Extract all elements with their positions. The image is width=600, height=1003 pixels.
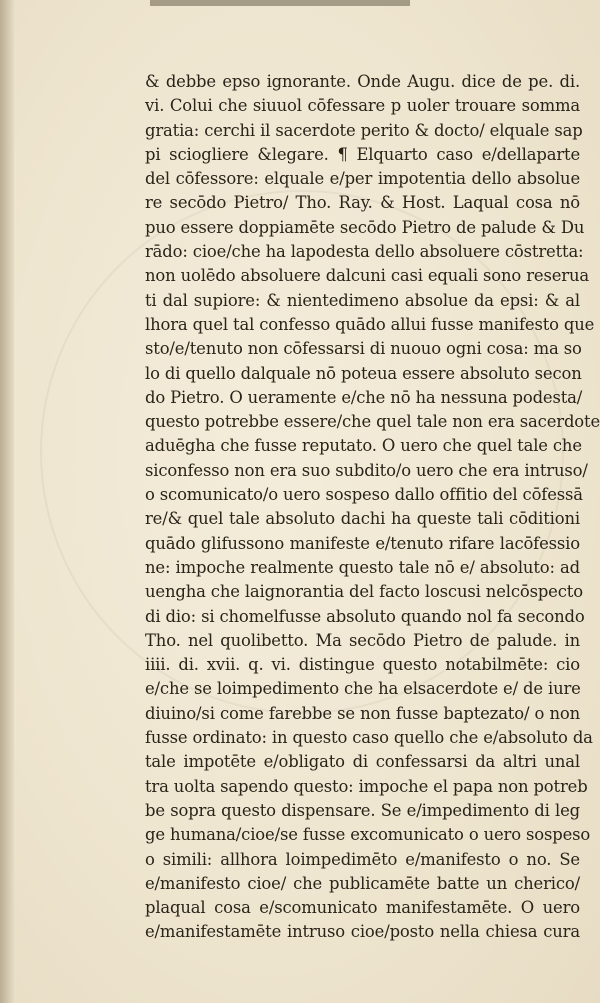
text-line: uengha che laignorantia del facto loscusi nelcōspecto (145, 582, 583, 602)
text-line: Tho. nel quolibetto. Ma secōdo Pietro de palude. in (145, 630, 580, 650)
text-line: puo essere doppiamēte secōdo Pietro de palude & Du (145, 217, 585, 237)
text-line: iiii. di. xvii. q. vi. distingue questo notabilmēte: cio (145, 655, 580, 675)
text-line: ti dal supiore: & nientedimeno absolue da epsi: & al (145, 290, 580, 310)
text-line: & debbe epso ignorante. Onde Augu. dice de pe. di. (145, 72, 580, 91)
text-line: questo potrebbe essere/che quel tale non era sacerdote (145, 412, 600, 432)
text-line: aduēgha che fusse reputato. O uero che quel tale che (145, 436, 582, 456)
text-line: do Pietro. O ueramente e/che nō ha nessuna podesta/ (145, 387, 583, 407)
text-line: rādo: cioe/che ha lapodesta dello absoluere cōstretta: (145, 242, 584, 262)
text-line: siconfesso non era suo subdito/o uero che era intruso/ (145, 460, 588, 480)
text-line: non uolēdo absoluere dalcuni casi equali sono reserua (145, 266, 589, 286)
text-line: di dio: si chomelfusse absoluto quando nol fa secondo (145, 606, 585, 626)
text-line: sto/e/tenuto non cōfessarsi di nuouo ogni cosa: ma so (145, 339, 582, 359)
body-text (145, 70, 600, 945)
text-line: ne: impoche realmente questo tale nō e/ absoluto: ad (145, 557, 580, 577)
text-line: diuino/si come farebbe se non fusse baptezato/ o non (145, 703, 580, 723)
text-line: gratia: cerchi il sacerdote perito & docto/ elquale sap (145, 120, 583, 140)
text-line: e/manifesto cioe/ che publicamēte batte un cherico/ (145, 873, 580, 893)
page-gutter-shadow (0, 0, 14, 1003)
text-line: e/che se loimpedimento che ha elsacerdote e/ de iure (145, 679, 581, 699)
text-line: be sopra questo dispensare. Se e/impedimento di leg (145, 800, 580, 820)
text-line: e/manifestamēte intruso cioe/posto nella chiesa cura (145, 922, 580, 942)
text-line: quādo glifussono manifeste e/tenuto rifare lacōfessio (145, 533, 580, 553)
text-line: o scomunicato/o uero sospeso dallo offitio del cōfessā (145, 485, 583, 505)
text-line: tale impotēte e/obligato di confessarsi da altri unal (145, 752, 580, 772)
text-line: del cōfessore: elquale e/per impotentia dello absolue (145, 169, 580, 189)
text-line: o simili: allhora loimpedimēto e/manifesto o no. Se (145, 849, 580, 869)
text-line: fusse ordinato: in questo caso quello che e/absoluto da (145, 728, 593, 748)
text-line: pi sciogliere &legare. ¶ Elquarto caso e/dellaparte (145, 144, 580, 164)
text-line: vi. Colui che siuuol cōfessare p uoler trouare somma (145, 96, 580, 116)
top-edge-stain (150, 0, 410, 6)
text-line: plaqual cosa e/scomunicato manifestamēte. O uero (145, 898, 580, 918)
text-line: re/& quel tale absoluto dachi ha queste tali cōditioni (145, 509, 580, 529)
text-line: lhora quel tal confesso quādo allui fusse manifesto que (145, 314, 595, 334)
text-line: lo di quello dalquale nō poteua essere absoluto secon (145, 363, 582, 383)
text-line: re secōdo Pietro/ Tho. Ray. & Host. Laqual cosa nō (145, 193, 580, 213)
text-line: ge humana/cioe/se fusse excomunicato o uero sospeso (145, 825, 591, 845)
text-line: tra uolta sapendo questo: impoche el papa non potreb (145, 776, 588, 796)
